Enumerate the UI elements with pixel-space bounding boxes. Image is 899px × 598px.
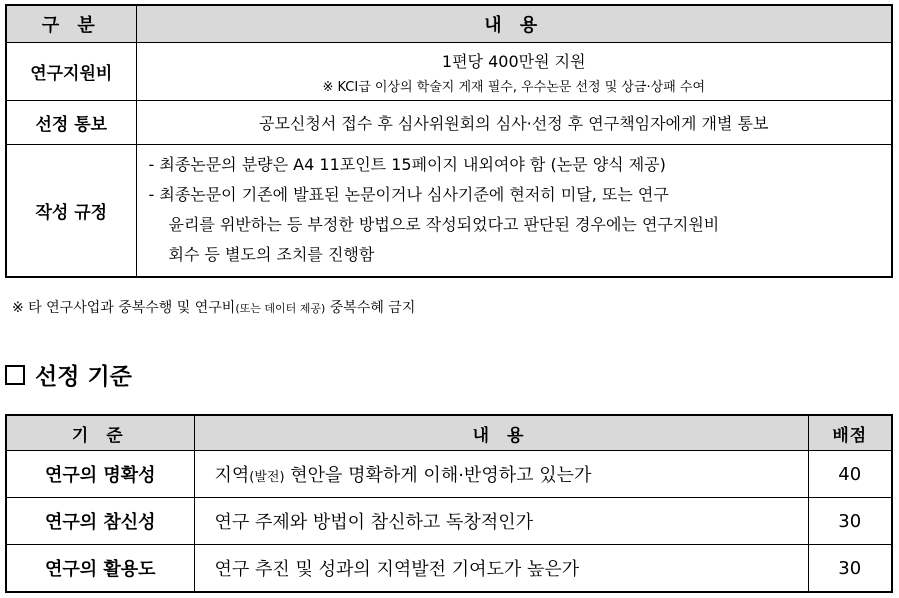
rule-bullet-2-line-1: - 최종논문이 기존에 발표된 논문이거나 심사기준에 현저히 미달, 또는 연구 (148, 185, 669, 205)
criteria-label-utility: 연구의 활용도 (6, 545, 194, 593)
criteria-desc-text: 연구 주제와 방법이 참신하고 독창적인가 (214, 512, 533, 533)
notification-text: 공모신청서 접수 후 심사위원회의 심사·선정 후 연구책임자에게 개별 통보 (259, 114, 769, 133)
support-info-table (5, 4, 893, 278)
table-header-row (6, 5, 892, 43)
table-row (6, 145, 892, 277)
note-small: (또는 데이터 제공) (235, 302, 326, 315)
table-row (6, 545, 892, 593)
criteria-desc-text-rest: 현안을 명확하게 이해·반영하고 있는가 (284, 465, 592, 486)
row-content-notification (136, 101, 892, 145)
funding-note: ※ KCI급 이상의 학술지 게재 필수, 우수논문 선정 및 상금·상패 수여 (322, 79, 706, 95)
header-score: 배점 (808, 415, 892, 451)
note-suffix: 중복수혜 금지 (325, 300, 416, 316)
table-row (6, 101, 892, 145)
row-content-rules (136, 145, 892, 277)
criteria-label-novelty: 연구의 참신성 (6, 498, 194, 545)
header-criteria: 기 준 (6, 415, 194, 451)
row-label-funding: 연구지원비 (6, 43, 136, 101)
table-header-row (6, 415, 892, 451)
header-content: 내 용 (136, 5, 892, 43)
criteria-desc-small: (발전) (249, 470, 285, 485)
rule-bullet-2-line-2: 윤리를 위반하는 등 부정한 방법으로 작성되었다고 판단된 경우에는 연구지원비 (168, 215, 720, 235)
table-row (6, 498, 892, 545)
header-content: 내 용 (194, 415, 808, 451)
criteria-desc-text: 연구 추진 및 성과의 지역발전 기여도가 높은가 (214, 559, 580, 580)
funding-amount: 1편당 400만원 지원 (441, 51, 586, 71)
duplicate-funding-note (12, 297, 415, 317)
row-content-funding (136, 43, 892, 101)
row-label-rules: 작성 규정 (6, 145, 136, 277)
criteria-desc-utility (194, 545, 808, 593)
note-prefix: ※ 타 연구사업과 중복수행 및 연구비 (12, 300, 236, 316)
rule-bullet-2-line-3: 회수 등 별도의 조치를 진행함 (168, 245, 375, 265)
section-heading-text: 선정 기준 (35, 364, 132, 390)
row-label-notification: 선정 통보 (6, 101, 136, 145)
criteria-desc-text: 지역 (214, 465, 250, 486)
criteria-desc-novelty (194, 498, 808, 545)
section-heading (5, 358, 132, 391)
criteria-label-clarity: 연구의 명확성 (6, 451, 194, 498)
criteria-score-clarity: 40 (808, 451, 892, 498)
selection-criteria-table (5, 414, 893, 593)
table-row (6, 43, 892, 101)
criteria-score-novelty: 30 (808, 498, 892, 545)
checkbox-square-icon (5, 365, 25, 385)
table-row (6, 451, 892, 498)
criteria-desc-clarity (194, 451, 808, 498)
criteria-score-utility: 30 (808, 545, 892, 593)
header-category: 구 분 (6, 5, 136, 43)
rule-bullet-1: - 최종논문의 분량은 A4 11포인트 15페이지 내외여야 함 (논문 양식 제공) (148, 155, 666, 175)
